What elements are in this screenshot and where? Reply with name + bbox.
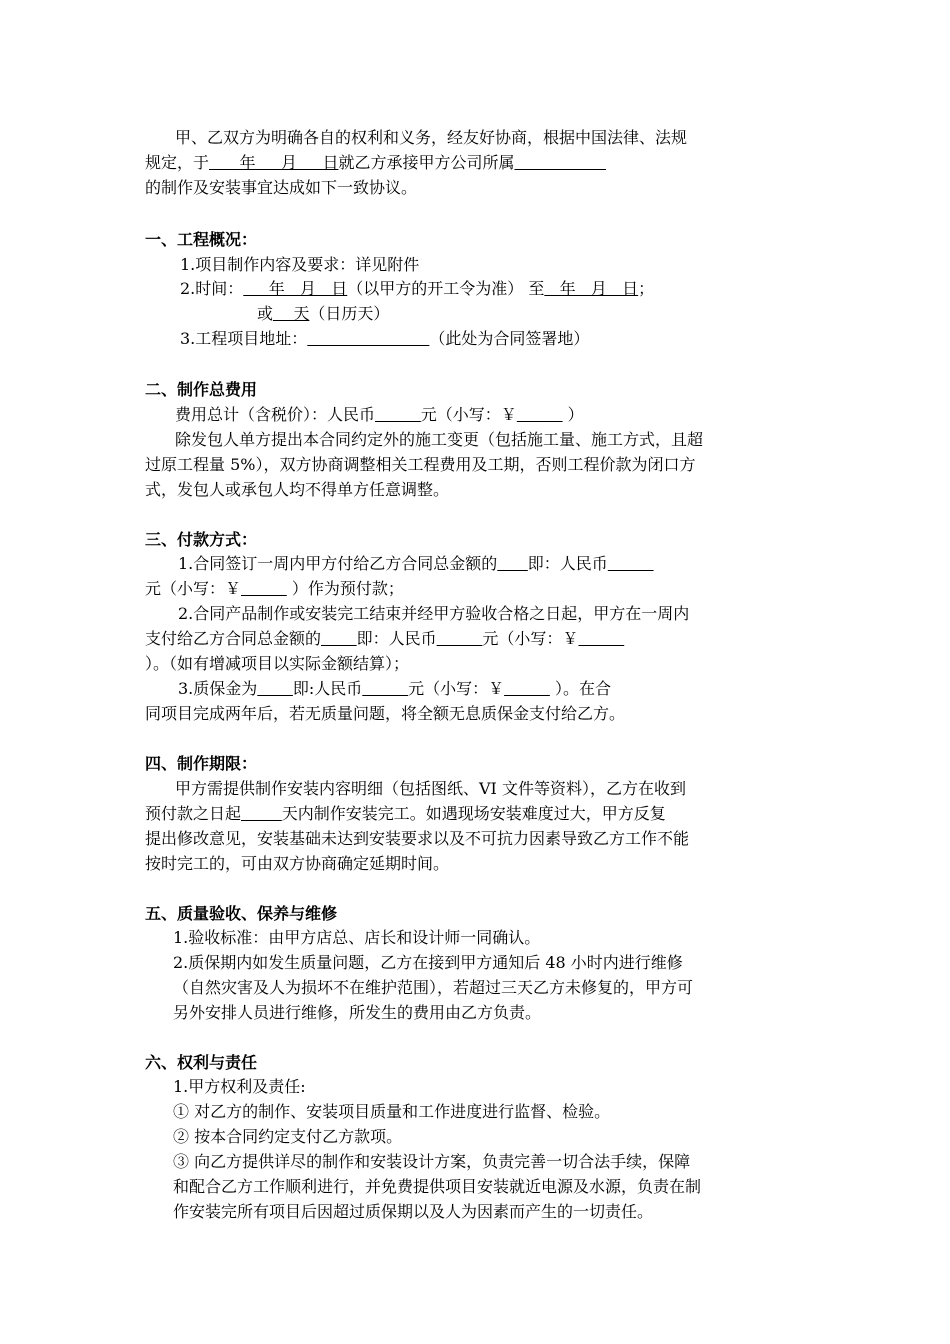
section-5-title: 五、质量验收、保养与维修	[145, 904, 338, 923]
s3-text: 1.合同签订一周内甲方付给乙方合同总金额的	[178, 554, 498, 573]
intro-text: 就乙方承接甲方公司所属	[338, 153, 515, 172]
s2-line-3: 过原工程量 5%），双方协商调整相关工程费用及工期，否则工程价款为闭口方	[145, 455, 696, 474]
section-3-title: 三、付款方式：	[145, 530, 258, 549]
s3-item-3-cont: 同项目完成两年后，若无质量问题，将全额无息质保金支付给乙方。	[145, 704, 626, 723]
s3-item-1-cont	[145, 577, 404, 601]
s3-text: 支付给乙方合同总金额的	[145, 629, 322, 648]
s4-line-3: 提出修改意见，安装基础未达到安装要求以及不可抗力因素导致乙方工作不能	[145, 829, 690, 848]
s1-item-2-alt	[257, 302, 389, 326]
s6-clause-3-cont: 和配合乙方工作顺利进行，并免费提供项目安装就近电源及水源，负责在制	[173, 1177, 702, 1196]
s3-text: 元（小写：￥	[482, 629, 579, 648]
section-2-title: 二、制作总费用	[145, 380, 258, 399]
blank-field	[297, 153, 322, 172]
s1-item-1: 1.项目制作内容及要求：详见附件	[180, 255, 420, 274]
intro-line-2	[145, 151, 606, 175]
s3-item-1	[178, 552, 654, 576]
s2-line-2: 除发包人单方提出本合同约定外的施工变更（包括施工量、施工方式，且超	[175, 430, 704, 449]
fee-small-blank	[517, 405, 563, 424]
intro-text: 规定，于	[145, 153, 210, 172]
fee-rmb-blank	[375, 405, 421, 424]
s3-text: 即:人民币	[292, 679, 363, 698]
start-date-blank: 年 月 日	[243, 279, 348, 298]
s3-text: ）作为预付款；	[286, 579, 404, 598]
s5-item-2: 2.质保期内如发生质量问题，乙方在接到甲方通知后 48 小时内进行维修	[173, 953, 683, 972]
percent-blank	[321, 629, 357, 648]
s2-line-4: 式，发包人或承包人均不得单方任意调整。	[145, 480, 450, 499]
s5-item-2-cont-2: 另外安排人员进行维修，所发生的费用由乙方负责。	[173, 1003, 542, 1022]
rmb-blank	[362, 679, 408, 698]
blank-field	[209, 153, 240, 172]
s3-item-2-cont	[145, 627, 624, 651]
s1-item-2	[180, 277, 654, 301]
address-label: 3.工程项目地址：	[180, 329, 308, 348]
s6-clause-3-cont-2: 作安装完所有项目后因超过质保期以及人为因素而产生的一切责任。	[173, 1202, 654, 1221]
intro-line-3: 的制作及安装事宜达成如下一致协议。	[145, 178, 418, 197]
s4-line-1: 甲方需提供制作安装内容明细（包括图纸、VI 文件等资料），乙方在收到	[175, 779, 686, 798]
intro-line-1: 甲、乙双方为明确各自的权利和义务，经友好协商，根据中国法律、法规	[175, 128, 688, 147]
deposit-blank	[257, 679, 293, 698]
s4-text: 预付款之日起	[145, 804, 242, 823]
rmb-blank	[437, 629, 483, 648]
address-note: （此处为合同签署地）	[429, 329, 590, 348]
total-fee-label: 费用总计（含税价）：人民币	[175, 405, 376, 424]
s4-text: 天内制作安装完工。如遇现场安装难度过大，甲方反复	[281, 804, 666, 823]
s3-item-3	[178, 677, 611, 701]
day-label: 日	[322, 153, 339, 172]
s4-line-4: 按时完工的，可由双方协商确定延期时间。	[145, 854, 450, 873]
s1-time-text: ；	[638, 279, 655, 298]
address-blank	[307, 329, 429, 348]
days-blank	[241, 804, 282, 823]
s6-clause-2: ② 按本合同约定支付乙方款项。	[173, 1127, 403, 1146]
section-6-title: 六、权利与责任	[145, 1053, 258, 1072]
s1-item-3	[180, 327, 589, 351]
section-1-title: 一、工程概况：	[145, 230, 258, 249]
s5-item-1: 1.验收标准：由甲方店总、店长和设计师一同确认。	[173, 928, 541, 947]
days-blank: 天	[273, 304, 310, 323]
fee-text: ）	[562, 405, 584, 424]
blank-field	[256, 153, 281, 172]
s6-clause-1: ① 对乙方的制作、安装项目质量和工作进度进行监督、检验。	[173, 1102, 611, 1121]
s6-clause-3: ③ 向乙方提供详尽的制作和安装设计方案，负责完善一切合法手续，保障	[173, 1152, 691, 1171]
s4-line-2	[145, 802, 666, 826]
small-amount-blank	[578, 629, 624, 648]
rmb-blank	[608, 554, 654, 573]
s1-time-label: 2.时间：	[180, 279, 244, 298]
s3-text: ）。在合	[549, 679, 611, 698]
s1-time-text: （以甲方的开工令为准） 至	[347, 279, 545, 298]
month-label: 月	[280, 153, 297, 172]
fee-text: 元（小写：￥	[420, 405, 517, 424]
s3-text: 即：人民币	[356, 629, 437, 648]
s1-or-text: 或	[257, 304, 274, 323]
blank-field	[514, 153, 606, 172]
s3-text: 3.质保金为	[178, 679, 258, 698]
small-amount-blank	[504, 679, 550, 698]
year-label: 年	[239, 153, 256, 172]
s2-line-1	[175, 403, 584, 427]
s5-item-2-cont: （自然灾害及人为损坏不在维护范围），若超过三天乙方未修复的，甲方可	[173, 978, 694, 997]
s3-item-2: 2.合同产品制作或安装完工结束并经甲方验收合格之日起，甲方在一周内	[178, 604, 690, 623]
s3-text: 即：人民币	[527, 554, 608, 573]
section-4-title: 四、制作期限：	[145, 754, 258, 773]
percent-blank	[497, 554, 528, 573]
s3-item-2-cont-2: ）。（如有增减项目以实际金额结算）；	[145, 654, 410, 673]
s3-text: 元（小写：￥	[408, 679, 505, 698]
s3-text: 元（小写：￥	[145, 579, 242, 598]
s6-item-1: 1.甲方权利及责任:	[173, 1077, 306, 1096]
end-date-blank: 年 月 日	[544, 279, 639, 298]
s1-calendar-days: （日历天）	[309, 304, 390, 323]
small-amount-blank	[241, 579, 287, 598]
